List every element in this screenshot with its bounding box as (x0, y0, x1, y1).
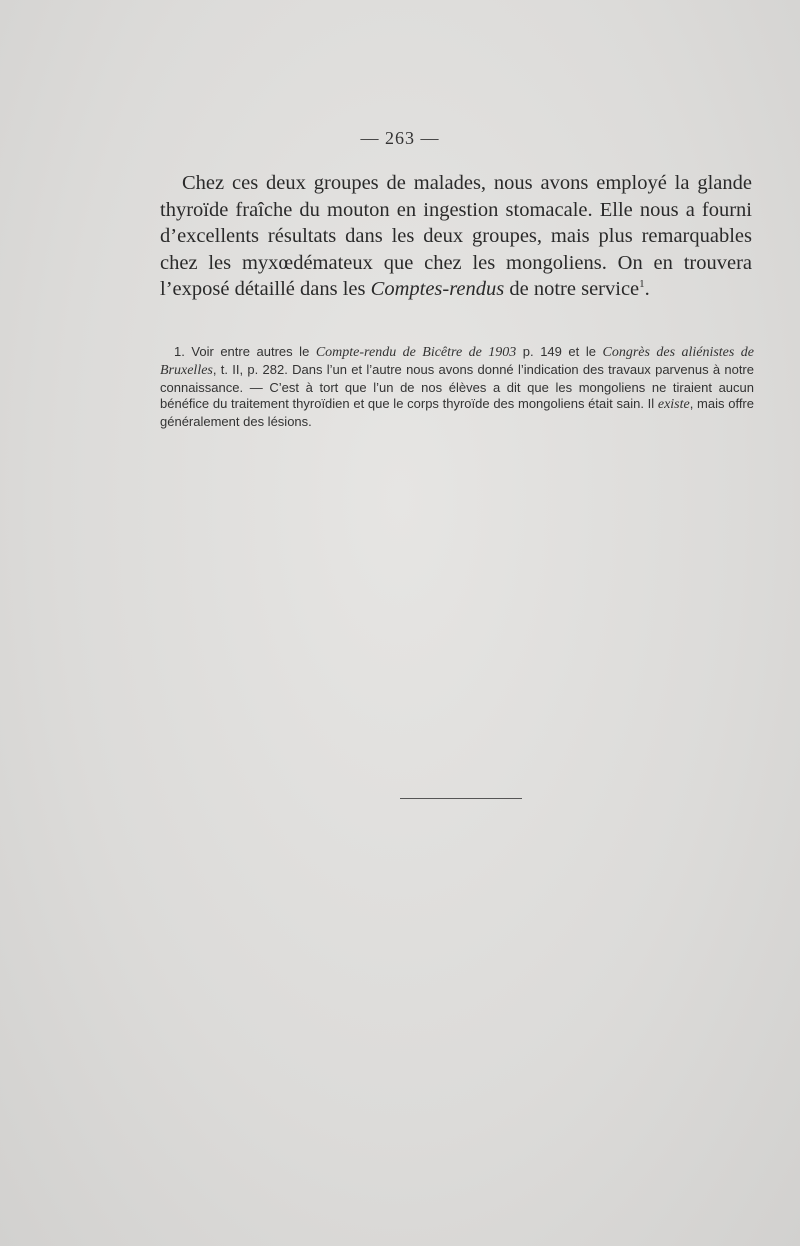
paragraph-italic-comptes-rendus: Comptes-rendus (370, 278, 505, 300)
paragraph-text-1: Chez ces deux groupes de malades, nous avons employé la glande thyroïde fraîche du mouton en ingestion stomacale. Elle nous a fourni d’excellents résultats dans les deux groupes, mais plus remarquables chez les myxœdémateux que chez les mongoliens. On en trouvera l’exposé détaillé dans les (160, 172, 752, 300)
footnote-text-3: , t. II, p. 282. Dans l’un et l’autre nous avons donné l’indication des travaux parvenus à notre connaissance. — C’est à tort que l’un de nos élèves a dit que les mongoliens ne tiraient aucun bénéfice du traitement thyroïdien et que le corps thyroïde des mongoliens était sain. Il (160, 361, 754, 412)
paragraph-text-2: de notre service (504, 278, 640, 300)
page-number: — 263 — (360, 128, 440, 148)
footnote-text-1: Voir entre autres le (184, 344, 316, 359)
footnote-italic-compte-rendu: Compte-rendu de Bicêtre de 1903 (315, 345, 517, 360)
paragraph-end: . (644, 278, 650, 300)
footnote-italic-existe: existe (657, 397, 690, 413)
footnote-reference[interactable]: 1 (639, 278, 645, 291)
footnote-italic-congres: Congrès des aliénistes de Bruxelles (160, 345, 754, 378)
footnote-text-2: p. 149 et le (516, 344, 603, 359)
body-paragraph (160, 170, 752, 303)
footnote-marker: 1. (174, 344, 185, 359)
footnote-text-4: , mais offre généralement des lésions. (160, 396, 754, 430)
end-divider-rule (400, 798, 522, 799)
footnote (160, 344, 754, 431)
